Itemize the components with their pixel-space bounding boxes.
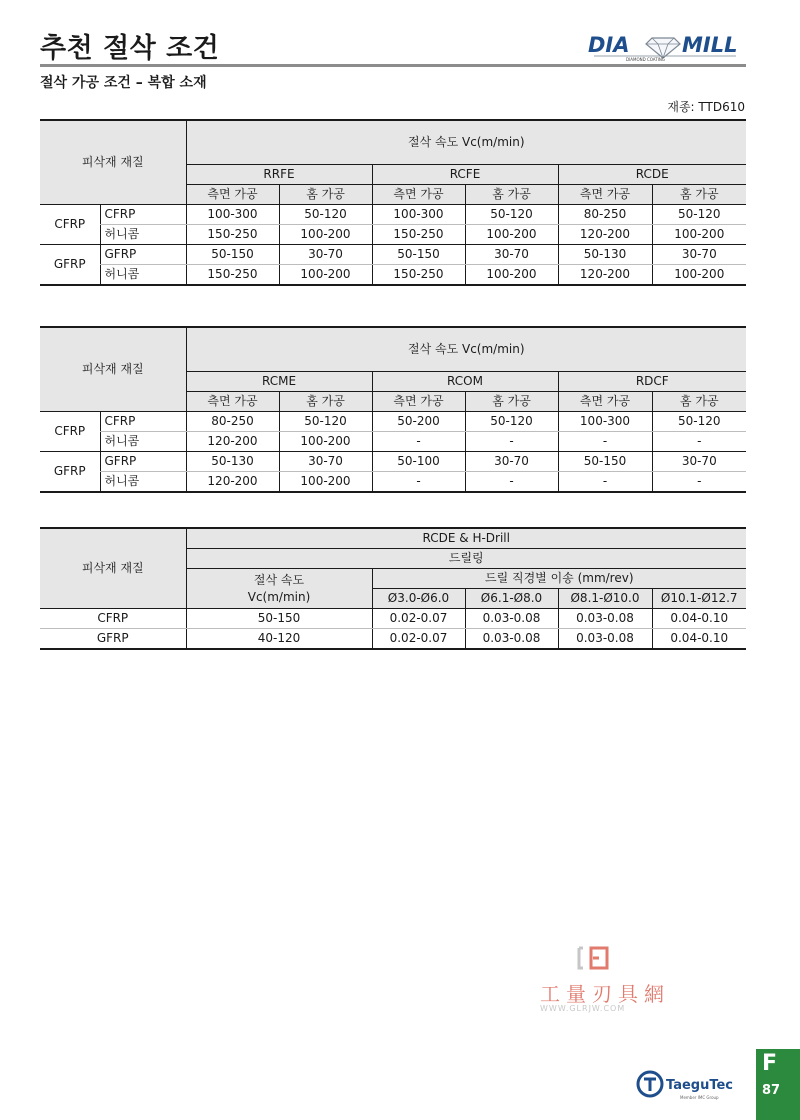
logo-text-left: DIA xyxy=(588,33,630,57)
material-name: GFRP xyxy=(100,244,186,264)
material-header: 피삭재 재질 xyxy=(40,528,186,609)
taegutec-logo xyxy=(636,1068,748,1102)
material-header: 피삭재 재질 xyxy=(40,327,186,411)
feed-cell: 0.04-0.10 xyxy=(652,629,746,650)
value-cell: 30-70 xyxy=(652,244,746,264)
table-row xyxy=(40,431,746,451)
diamill-logo xyxy=(586,28,746,62)
value-cell: 100-200 xyxy=(465,264,558,285)
speed-header: 절삭 속도 Vc(m/min) xyxy=(186,327,746,371)
value-cell: 100-200 xyxy=(279,224,372,244)
value-cell: - xyxy=(465,431,558,451)
value-cell: 100-200 xyxy=(652,264,746,285)
tool-group-header: RCDE xyxy=(558,164,746,184)
material-group: GFRP xyxy=(40,451,100,492)
sub-header: 측면 가공 xyxy=(558,391,652,411)
sub-header: 홈 가공 xyxy=(652,184,746,204)
tool-group-header: RCME xyxy=(186,371,372,391)
value-cell: - xyxy=(558,431,652,451)
value-cell: 100-200 xyxy=(279,471,372,492)
value-cell: - xyxy=(372,431,465,451)
watermark-url: WWW.GLRJW.COM xyxy=(540,1004,626,1013)
diameter-header: Ø8.1-Ø10.0 xyxy=(558,589,652,609)
grade-label: 재종: TTD610 xyxy=(667,100,745,114)
tool-group-header: RCOM xyxy=(372,371,558,391)
diamond-icon xyxy=(646,38,680,58)
value-cell: - xyxy=(652,471,746,492)
value-cell: 50-120 xyxy=(652,411,746,431)
tool-header: RCDE & H-Drill xyxy=(186,528,746,549)
page-title: 추천 절삭 조건 xyxy=(40,33,220,64)
tool-group-header: RDCF xyxy=(558,371,746,391)
value-cell: 100-300 xyxy=(558,411,652,431)
operation-header: 드릴링 xyxy=(186,549,746,569)
material-name: 허니콤 xyxy=(100,264,186,285)
diameter-header: Ø10.1-Ø12.7 xyxy=(652,589,746,609)
value-cell: 30-70 xyxy=(652,451,746,471)
value-cell: 100-200 xyxy=(465,224,558,244)
cutting-speed-table-1 xyxy=(40,119,746,286)
value-cell: 120-200 xyxy=(186,471,279,492)
material-name: GFRP xyxy=(100,451,186,471)
table-row xyxy=(40,204,746,224)
tool-group-header: RCFE xyxy=(372,164,558,184)
material-name: 허니콤 xyxy=(100,431,186,451)
speed-cell: 40-120 xyxy=(186,629,372,650)
material-name: CFRP xyxy=(100,204,186,224)
speed-cell: 50-150 xyxy=(186,609,372,629)
value-cell: 150-250 xyxy=(372,264,465,285)
speed-header-line2: Vc(m/min) xyxy=(247,589,311,604)
material-name: CFRP xyxy=(40,609,186,629)
material-name: 허니콤 xyxy=(100,224,186,244)
value-cell: 30-70 xyxy=(279,451,372,471)
sub-header: 홈 가공 xyxy=(279,184,372,204)
table-row xyxy=(40,629,746,650)
table-row xyxy=(40,411,746,431)
value-cell: 120-200 xyxy=(186,431,279,451)
value-cell: 100-300 xyxy=(372,204,465,224)
cutting-speed-table-2 xyxy=(40,326,746,493)
speed-header xyxy=(186,569,372,609)
value-cell: 100-200 xyxy=(279,264,372,285)
diameter-header: Ø3.0-Ø6.0 xyxy=(372,589,465,609)
value-cell: 50-120 xyxy=(465,204,558,224)
value-cell: 30-70 xyxy=(465,244,558,264)
value-cell: 50-130 xyxy=(186,451,279,471)
speed-header-line1: 절삭 속도 xyxy=(253,572,305,587)
value-cell: 100-200 xyxy=(652,224,746,244)
value-cell: 50-150 xyxy=(186,244,279,264)
value-cell: 150-250 xyxy=(372,224,465,244)
section-letter: F xyxy=(762,1051,778,1076)
value-cell: 50-120 xyxy=(279,411,372,431)
footer-logo-text: TaeguTec xyxy=(666,1078,734,1093)
section-subtitle: 절삭 가공 조건 – 복합 소재 xyxy=(40,75,207,91)
page-number: 87 xyxy=(762,1083,781,1098)
value-cell: 50-150 xyxy=(372,244,465,264)
sub-header: 측면 가공 xyxy=(372,184,465,204)
table-row xyxy=(40,451,746,471)
sub-header: 홈 가공 xyxy=(652,391,746,411)
material-group: CFRP xyxy=(40,204,100,244)
value-cell: - xyxy=(465,471,558,492)
footer-logo-tagline: Member IMC Group xyxy=(680,1095,719,1100)
value-cell: 100-200 xyxy=(279,431,372,451)
value-cell: 50-150 xyxy=(558,451,652,471)
value-cell: 120-200 xyxy=(558,224,652,244)
material-name: GFRP xyxy=(40,629,186,650)
speed-header: 절삭 속도 Vc(m/min) xyxy=(186,120,746,164)
value-cell: 150-250 xyxy=(186,264,279,285)
value-cell: - xyxy=(652,431,746,451)
value-cell: 100-300 xyxy=(186,204,279,224)
drilling-table xyxy=(40,527,746,650)
table-row xyxy=(40,244,746,264)
sub-header: 측면 가공 xyxy=(186,391,279,411)
value-cell: - xyxy=(372,471,465,492)
logo-text-right: MILL xyxy=(682,33,738,57)
sub-header: 측면 가공 xyxy=(558,184,652,204)
value-cell: - xyxy=(558,471,652,492)
feed-cell: 0.03-0.08 xyxy=(465,609,558,629)
material-group: CFRP xyxy=(40,411,100,451)
section-tab xyxy=(756,1049,800,1120)
tool-group-header: RRFE xyxy=(186,164,372,184)
table-row xyxy=(40,224,746,244)
table-row xyxy=(40,471,746,492)
value-cell: 80-250 xyxy=(186,411,279,431)
value-cell: 30-70 xyxy=(279,244,372,264)
sub-header: 홈 가공 xyxy=(279,391,372,411)
value-cell: 50-120 xyxy=(465,411,558,431)
material-group: GFRP xyxy=(40,244,100,285)
value-cell: 30-70 xyxy=(465,451,558,471)
table-row xyxy=(40,264,746,285)
value-cell: 50-120 xyxy=(652,204,746,224)
sub-header: 홈 가공 xyxy=(465,391,558,411)
title-rule xyxy=(40,64,746,67)
value-cell: 80-250 xyxy=(558,204,652,224)
material-header: 피삭재 재질 xyxy=(40,120,186,204)
sub-header: 홈 가공 xyxy=(465,184,558,204)
value-cell: 50-120 xyxy=(279,204,372,224)
sub-header: 측면 가공 xyxy=(186,184,279,204)
material-name: 허니콤 xyxy=(100,471,186,492)
value-cell: 150-250 xyxy=(186,224,279,244)
feed-cell: 0.03-0.08 xyxy=(558,629,652,650)
value-cell: 50-200 xyxy=(372,411,465,431)
material-name: CFRP xyxy=(100,411,186,431)
value-cell: 50-100 xyxy=(372,451,465,471)
table-row xyxy=(40,609,746,629)
value-cell: 50-130 xyxy=(558,244,652,264)
feed-header: 드릴 직경별 이송 (mm/rev) xyxy=(372,569,746,589)
diameter-header: Ø6.1-Ø8.0 xyxy=(465,589,558,609)
feed-cell: 0.02-0.07 xyxy=(372,629,465,650)
feed-cell: 0.03-0.08 xyxy=(558,609,652,629)
feed-cell: 0.02-0.07 xyxy=(372,609,465,629)
sub-header: 측면 가공 xyxy=(372,391,465,411)
logo-tagline: DIAMOND COATING xyxy=(626,57,665,62)
watermark-text: 工量刃具網 xyxy=(540,982,670,1006)
value-cell: 120-200 xyxy=(558,264,652,285)
feed-cell: 0.04-0.10 xyxy=(652,609,746,629)
feed-cell: 0.03-0.08 xyxy=(465,629,558,650)
